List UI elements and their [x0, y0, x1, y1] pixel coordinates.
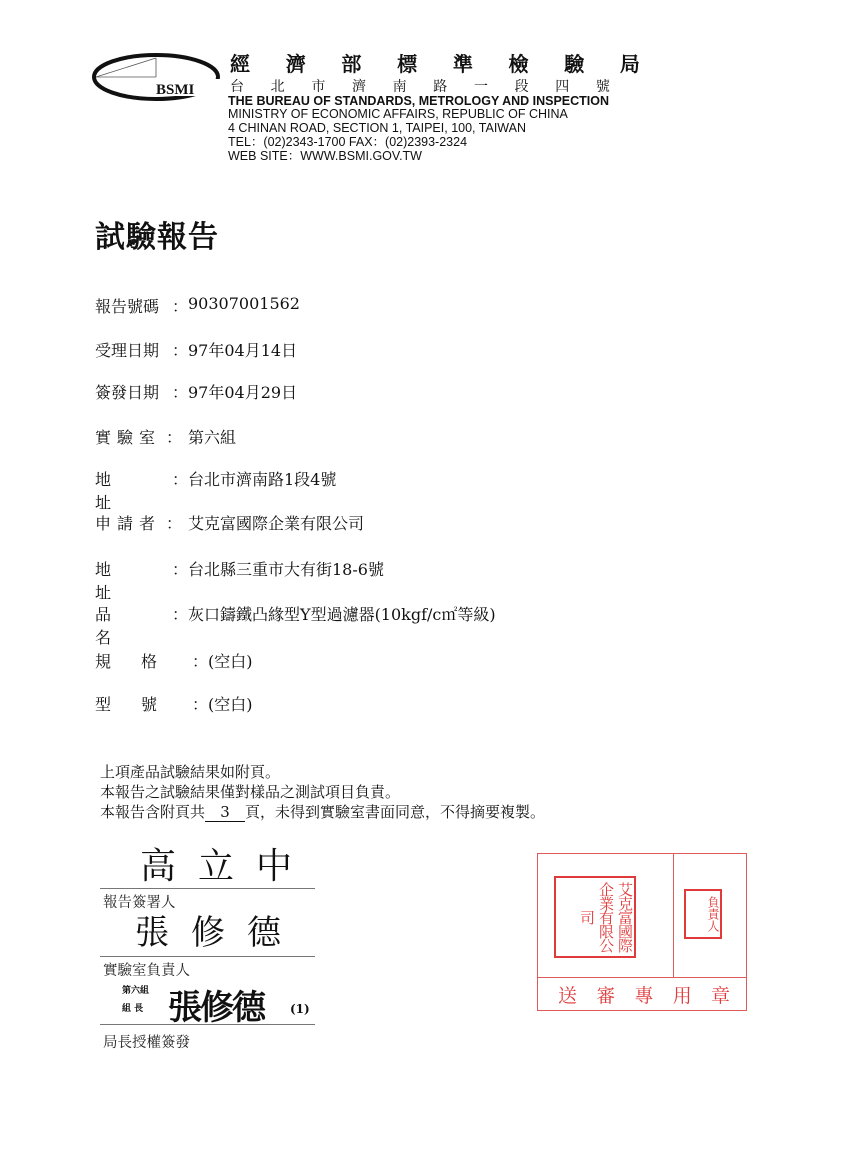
- ministry-en: MINISTRY OF ECONOMIC AFFAIRS, REPUBLIC OF CHINA: [228, 107, 568, 121]
- representative-seal: 負責人: [684, 889, 722, 939]
- field-report-number: 報告號碼 ： 90307001562: [95, 294, 300, 316]
- signature-line: [100, 956, 315, 957]
- field-model: 型號 ： (空白): [95, 695, 253, 714]
- note-liability: 本報告之試驗結果僅對樣品之測試項目負責。: [100, 783, 401, 801]
- signature-report-signer: 高立中: [140, 846, 315, 887]
- signature-lab-head: 張修德: [135, 913, 303, 953]
- org-name-cn: 經 濟 部 標 準 檢 驗 局: [230, 52, 640, 76]
- field-product-name: 品名 ： 灰口鑄鐵凸緣型Y型過濾器(10kgf/c㎡等級): [95, 605, 496, 647]
- signature-stamp-director: 張修德: [168, 988, 264, 1028]
- field-issue-date: 簽發日期 ： 97年04月29日: [95, 383, 298, 402]
- tel-fax: TEL：(02)2343-1700 FAX：(02)2393-2324: [228, 135, 468, 149]
- signature-line: [100, 1024, 315, 1025]
- note-results: 上項產品試驗結果如附頁。: [100, 763, 281, 781]
- stamp-caption: 送 審 專 用 章: [558, 985, 730, 1007]
- page-title: 試驗報告: [95, 220, 219, 255]
- signature-line: [100, 888, 315, 889]
- field-laboratory: 實驗室 ： 第六組: [95, 428, 237, 447]
- field-specification: 規格 ： (空白): [95, 652, 253, 671]
- field-received-date: 受理日期 ： 97年04月14日: [95, 341, 298, 360]
- field-applicant: 申請者 ： 艾克富國際企業有限公司: [95, 514, 365, 533]
- address-en: 4 CHINAN ROAD, SECTION 1, TAIPEI, 100, TAIWAN: [228, 121, 526, 135]
- org-name-en: THE BUREAU OF STANDARDS, METROLOGY AND INSPECTION: [228, 94, 610, 108]
- address-cn: 台 北 市 濟 南 路 一 段 四 號: [230, 79, 610, 95]
- bsmi-logo: [92, 52, 222, 102]
- field-lab-address: 地址 ： 台北市濟南路1段4號: [95, 470, 337, 512]
- submission-stamp: [537, 853, 747, 1011]
- role-director-authorized: 局長授權簽發: [103, 1035, 190, 1051]
- signature-stamp-prefix: 第六組 組 長: [122, 986, 150, 1014]
- role-report-signer: 報告簽署人: [103, 895, 176, 911]
- field-applicant-address: 地址 ： 台北縣三重市大有街18-6號: [95, 560, 384, 602]
- website: WEB SITE：WWW.BSMI.GOV.TW: [228, 149, 422, 163]
- svg-text:BSMI: BSMI: [156, 82, 195, 98]
- note-pages: 本報告含附頁共 3 頁，未得到實驗室書面同意，不得摘要複製。: [100, 803, 546, 821]
- role-lab-head: 實驗室負責人: [103, 963, 190, 979]
- company-seal: 艾克富國際企業有限公司: [554, 876, 636, 958]
- signature-stamp-suffix: (1): [290, 1002, 310, 1016]
